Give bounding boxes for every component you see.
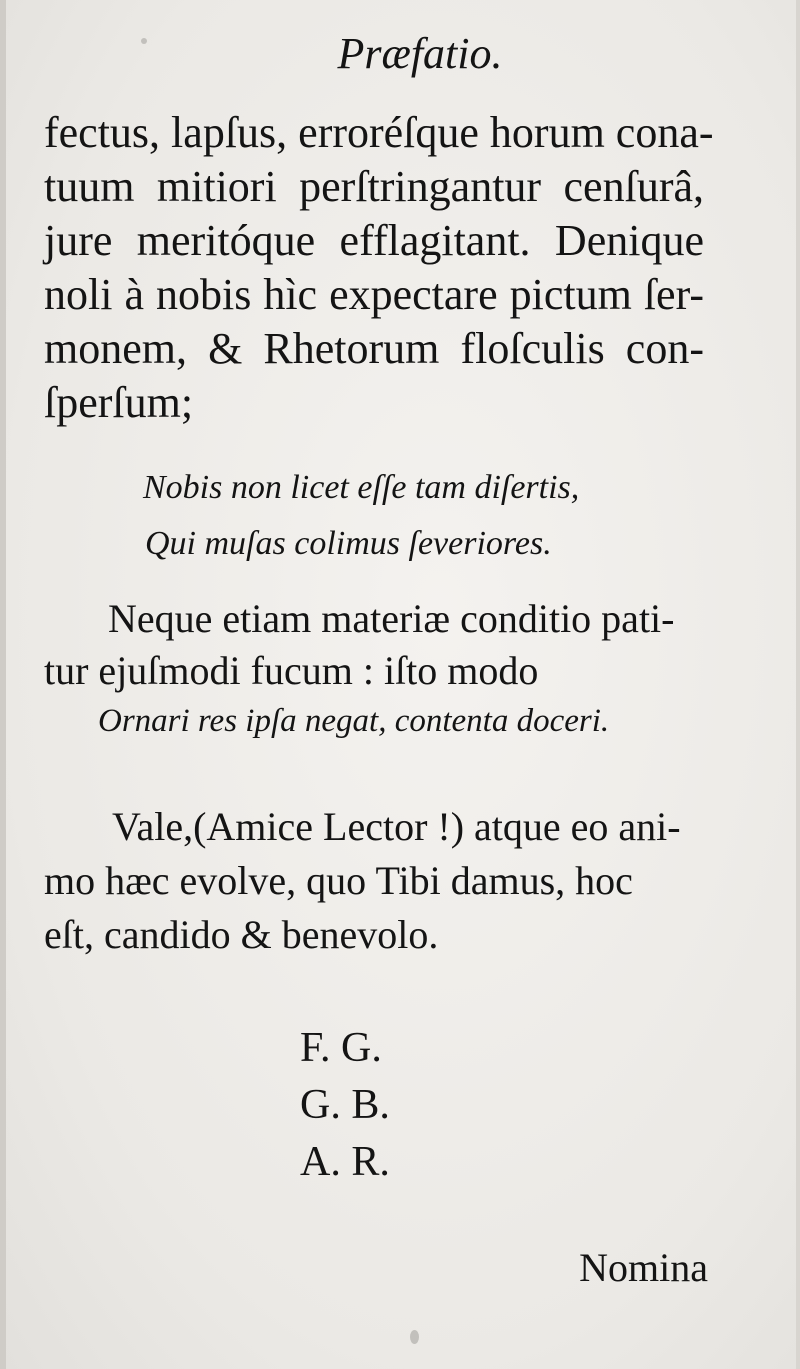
text-line: tur ejuſmodi fucum : iſto modo bbox=[44, 648, 539, 693]
latin-quotation: Ornari res ipſa negat, contenta doceri. bbox=[98, 703, 610, 739]
signature-initials: A. R. bbox=[300, 1139, 390, 1185]
text-line: tuum mitiori perſtringantur cenſurâ, bbox=[44, 162, 704, 211]
paragraph-1 bbox=[44, 106, 714, 430]
text-line: mo hæc evolve, quo Tibi damus, hoc bbox=[44, 858, 633, 903]
text-line: fectus, lapſus, erroréſque horum cona- bbox=[44, 108, 714, 157]
page-edge-right bbox=[796, 0, 800, 1369]
ink-speck bbox=[410, 1330, 419, 1344]
signature-initials: G. B. bbox=[300, 1082, 390, 1128]
running-head: Præfatio. bbox=[337, 29, 503, 78]
text-line: jure meritóque efflagitant. Denique bbox=[44, 216, 704, 265]
signatures bbox=[300, 1020, 390, 1191]
text-line: monem, & Rhetorum floſculis con- bbox=[44, 324, 704, 373]
text-line: noli à nobis hìc expectare pictum ſer- bbox=[44, 270, 704, 319]
verse-line: Qui muſas colimus ſeveriores. bbox=[145, 525, 552, 562]
verse-quotation bbox=[143, 460, 579, 572]
text-line: Vale,(Amice Lector !) atque eo ani- bbox=[112, 804, 681, 849]
paragraph-2 bbox=[44, 593, 704, 697]
page-edge-left bbox=[0, 0, 6, 1369]
text-line: ſperſum; bbox=[44, 378, 194, 427]
paragraph-3 bbox=[44, 800, 704, 962]
text-line: Neque etiam materiæ conditio pati- bbox=[108, 596, 675, 641]
text-line: eſt, candido & benevolo. bbox=[44, 912, 439, 957]
catchword: Nomina bbox=[579, 1245, 708, 1290]
signature-initials: F. G. bbox=[300, 1025, 382, 1071]
verse-line: Nobis non licet eſſe tam diſertis, bbox=[143, 469, 580, 506]
